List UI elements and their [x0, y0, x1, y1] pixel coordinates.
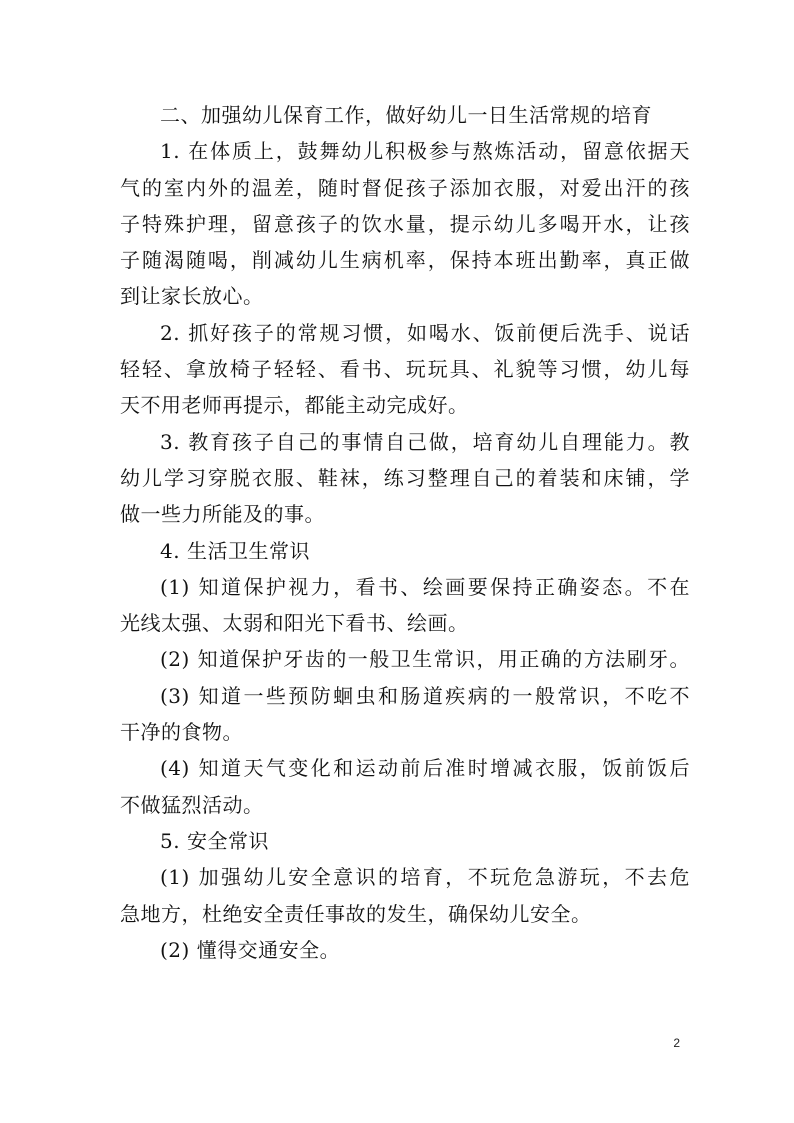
text-line: 4. 生活卫生常识 [160, 538, 310, 563]
paragraph-item-4-1 [120, 569, 690, 642]
text-line: 3. 教育孩子自己的事情自己做，培育幼儿自理能力。教 [160, 429, 690, 454]
paragraph-item-5-1 [120, 859, 690, 932]
paragraph-item-2 [120, 315, 690, 424]
paragraph-item-4-heading [120, 533, 690, 569]
text-line: 二、加强幼儿保育工作，做好幼儿一日生活常规的培育 [160, 103, 652, 127]
page-number: 2 [673, 1036, 680, 1050]
text-line: 做一些力所能及的事。 [120, 502, 325, 527]
paragraph-item-1 [120, 133, 690, 314]
text-line: 轻轻、拿放椅子轻轻、看书、玩玩具、礼貌等习惯，幼儿每 [120, 357, 690, 382]
text-line: 子特殊护理，留意孩子的饮水量，提示幼儿多喝开水，让孩 [120, 211, 690, 236]
text-line: 光线太强、太弱和阳光下看书、绘画。 [120, 611, 469, 636]
text-line: 幼儿学习穿脱衣服、鞋袜，练习整理自己的着装和床铺，学 [120, 465, 690, 490]
text-line: 气的室内外的温差，随时督促孩子添加衣服，对爱出汗的孩 [120, 175, 690, 200]
text-line: (2) 知道保护牙齿的一般卫生常识，用正确的方法刷牙。 [160, 647, 690, 672]
text-line: (2) 懂得交通安全。 [160, 937, 341, 962]
paragraph-item-4-2 [120, 641, 690, 677]
paragraph-item-4-3 [120, 678, 690, 751]
paragraph-item-4-4 [120, 750, 690, 823]
text-line: 急地方，杜绝安全责任事故的发生，确保幼儿安全。 [120, 901, 592, 926]
text-line: 天不用老师再提示，都能主动完成好。 [120, 393, 469, 418]
text-line: (1) 加强幼儿安全意识的培育，不玩危急游玩，不去危 [160, 865, 690, 890]
text-line: 2. 抓好孩子的常规习惯，如喝水、饭前便后洗手、说话 [160, 320, 690, 345]
text-line: 5. 安全常识 [160, 828, 269, 853]
paragraph-item-5-heading [120, 823, 690, 859]
text-line: 子随渴随喝，削减幼儿生病机率，保持本班出勤率，真正做 [120, 248, 690, 273]
text-line: 1. 在体质上，鼓舞幼儿积极参与熬炼活动，留意依据天 [160, 139, 690, 164]
text-line: 到让家长放心。 [120, 284, 264, 309]
document-body [120, 97, 690, 968]
text-line: 不做猛烈活动。 [120, 792, 264, 817]
text-line: 干净的食物。 [120, 720, 243, 745]
section-heading [120, 97, 690, 133]
text-line: (1) 知道保护视力，看书、绘画要保持正确姿态。不在 [160, 574, 690, 599]
text-line: (4) 知道天气变化和运动前后准时增减衣服，饭前饭后 [160, 756, 690, 781]
paragraph-item-3 [120, 424, 690, 533]
text-line: (3) 知道一些预防蛔虫和肠道疾病的一般常识，不吃不 [160, 683, 690, 708]
paragraph-item-5-2 [120, 932, 690, 968]
